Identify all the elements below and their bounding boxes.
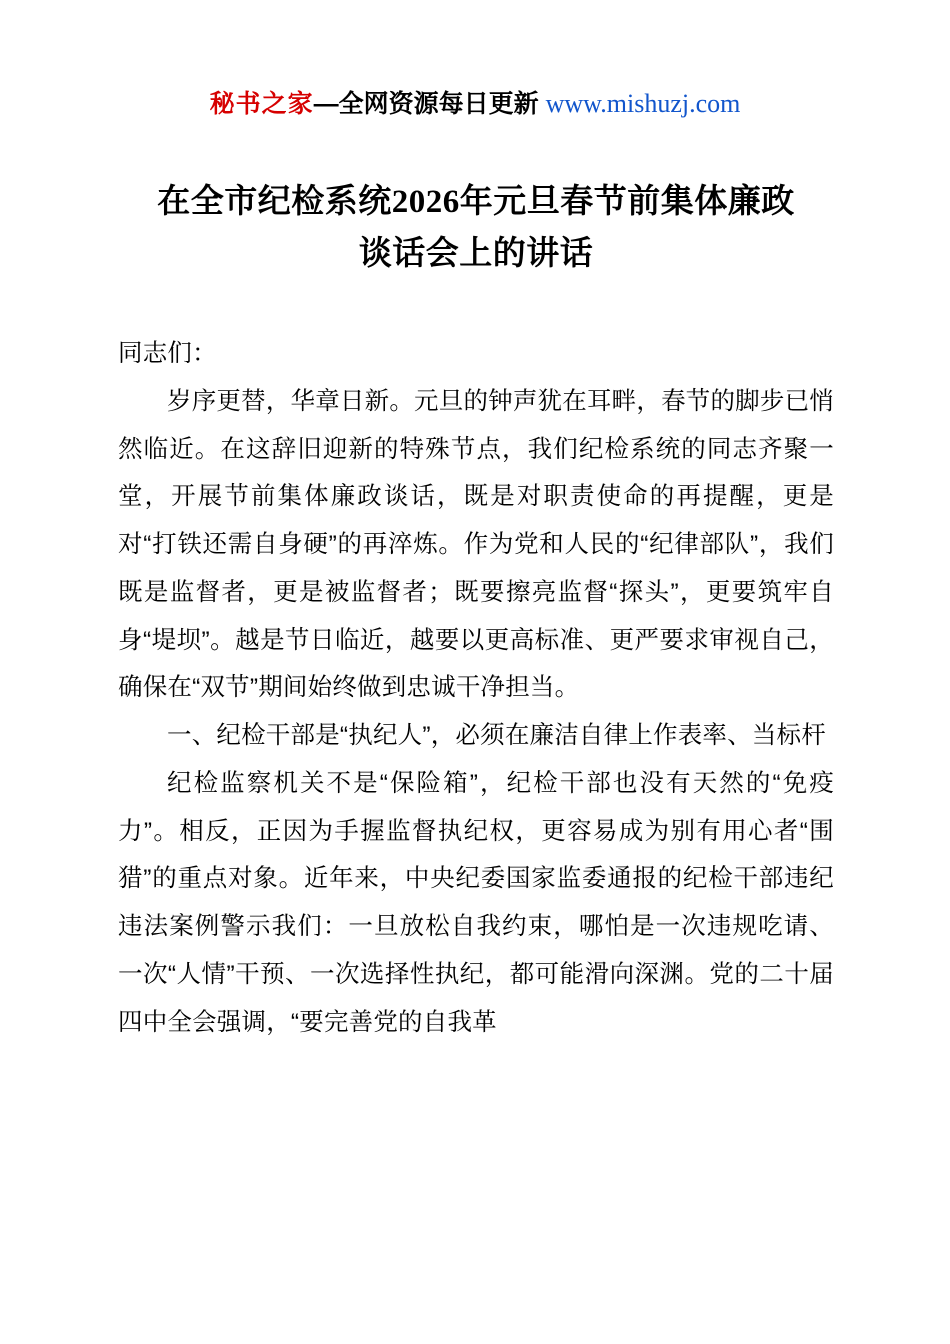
paragraph-3: 纪检监察机关不是“保险箱”，纪检干部也没有天然的“免疫力”。相反，正因为手握监督执纪权，更容易成为别有用心者“围猎”的重点对象。近年来，中央纪委国家监委通报的纪检干部违纪违法案例警示我们：一旦放松自我约束，哪怕是一次违规吃请、一次“人情”干预、一次选择性执纪，都可能滑向深渊。党的二十届四中全会强调，“要完善党的自我革 <box>118 769 834 1036</box>
paragraph-2-heading: 一、纪检干部是“执纪人”，必须在廉洁自律上作表率、当标杆 <box>167 722 826 750</box>
site-banner <box>0 88 950 119</box>
site-brand: 秘书之家 <box>209 90 314 118</box>
title-line2: 谈话会上的讲话 <box>358 233 594 271</box>
title-line1-pre: 在全市纪检系统 <box>157 182 392 219</box>
site-url[interactable]: www.mishuzj.com <box>545 89 741 118</box>
title-line1-post: 年元旦春节前集体廉政 <box>459 182 795 219</box>
page-title <box>118 176 834 277</box>
title-year: 2026 <box>391 184 460 220</box>
site-tagline: —全网资源每日更新 <box>313 90 546 118</box>
salutation: 同志们： <box>118 340 217 367</box>
document-body <box>118 330 834 1046</box>
paragraph-1: 岁序更替，华章日新。元旦的钟声犹在耳畔，春节的脚步已悄然临近。在这辞旧迎新的特殊节点，我们纪检系统的同志齐聚一堂，开展节前集体廉政谈话，既是对职责使命的再提醒，更是对“打铁还需自身硬”的再淬炼。作为党和人民的“纪律部队”，我们既是监督者，更是被监督者；既要擦亮监督“探头”，更要筑牢自身“堤坝”。越是节日临近，越要以更高标准、更严要求审视自己，确保在“双节”期间始终做到忠诚干净担当。 <box>118 387 834 702</box>
